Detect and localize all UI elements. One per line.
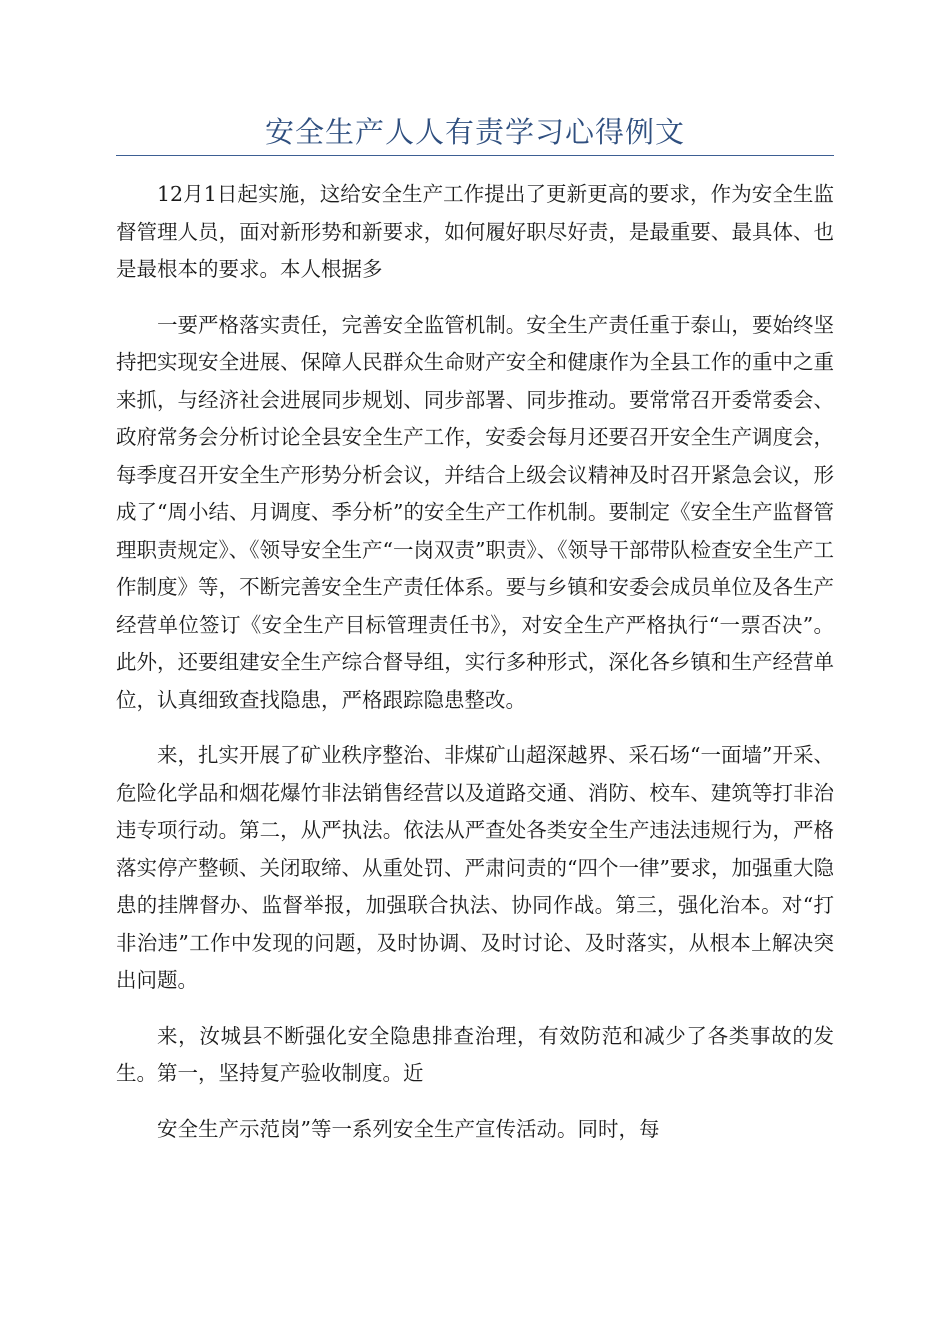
document-title: 安全生产人人有责学习心得例文 [264, 115, 685, 149]
title-underline [116, 155, 834, 156]
paragraph-3: 来，扎实开展了矿业秩序整治、非煤矿山超深越界、采石场“一面墙”开采、危险化学品和烟花爆竹非法销售经营以及道路交通、消防、校车、建筑等打非治违专项行动。第二，从严执法。依法从严查处各类安全生产违法违规行为，严格落实停产整顿、关闭取缔、从重处罚、严肃问责的“四个一律”要求，加强重大隐患的挂牌督办、监督举报，加强联合执法、协同作战。第三，强化治本。对“打非治违”工作中发现的问题，及时协调、及时讨论、及时落实，从根本上解决突出问题。 [116, 743, 834, 992]
paragraph-1: 12月1日起实施，这给安全生产工作提出了更新更高的要求，作为安全生监督管理人员，面对新形势和新要求，如何履好职尽好责，是最重要、最具体、也是最根本的要求。本人根据多 [116, 182, 834, 281]
document-body [116, 176, 834, 1166]
paragraph-2: 一要严格落实责任，完善安全监管机制。安全生产责任重于泰山，要始终坚持把实现安全进展、保障人民群众生命财产安全和健康作为全县工作的重中之重来抓，与经济社会进展同步规划、同步部署、同步推动。要常常召开委常委会、政府常务会分析讨论全县安全生产工作，安委会每月还要召开安全生产调度会，每季度召开安全生产形势分析会议，并结合上级会议精神及时召开紧急会议，形成了“周小结、月调度、季分析”的安全生产工作机制。要制定《安全生产监督管理职责规定》、《领导安全生产“一岗双责”职责》、《领导干部带队检查安全生产工作制度》等，不断完善安全生产责任体系。要与乡镇和安委会成员单位及各生产经营单位签订《安全生产目标管理责任书》，对安全生产严格执行“一票否决”。此外，还要组建安全生产综合督导组，实行多种形式，深化各乡镇和生产经营单位，认真细致查找隐患，严格跟踪隐患整改。 [116, 312, 834, 712]
paragraph-5: 安全生产示范岗”等一系列安全生产宣传活动。同时，每 [157, 1116, 660, 1141]
paragraph-4: 来，汝城县不断强化安全隐患排查治理，有效防范和减少了各类事故的发生。第一，坚持复产验收制度。近 [116, 1023, 834, 1085]
